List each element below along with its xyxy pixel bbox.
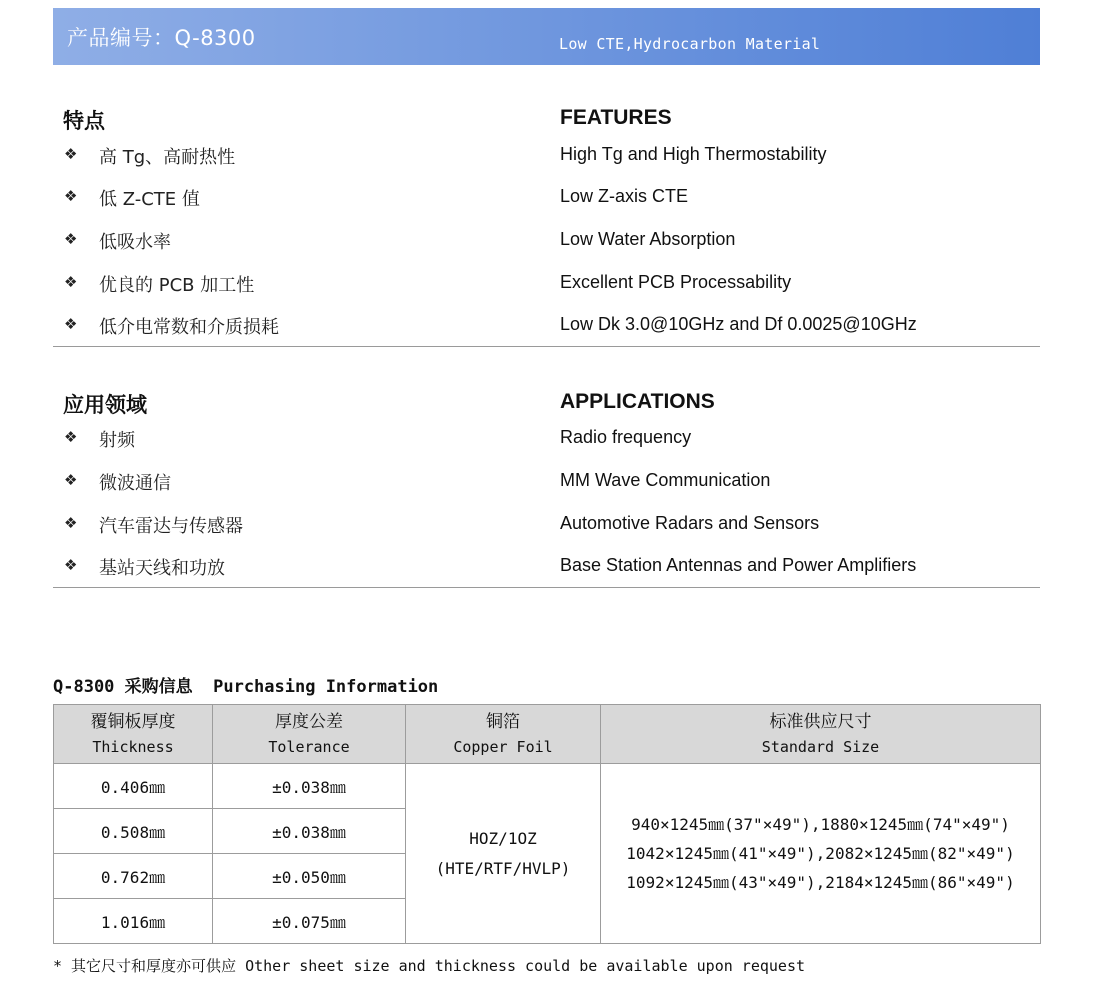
product-number-title: 产品编号：Q-8300 — [67, 26, 256, 50]
feature-item-cn: 低介电常数和介质损耗 — [99, 317, 279, 338]
application-item-cn: 基站天线和功放 — [99, 558, 225, 579]
features-heading-cn: 特点 — [63, 109, 105, 133]
tolerance-cell: ±0.038㎜ — [213, 764, 406, 809]
tolerance-cell: ±0.038㎜ — [213, 809, 406, 854]
application-item-cn: 微波通信 — [99, 473, 171, 494]
copper-foil-types: (HTE/RTF/HVLP) — [435, 858, 571, 878]
footnote: * 其它尺寸和厚度亦可供应 Other sheet size and thickness could be available upon request — [53, 957, 806, 975]
applications-heading-cn: 应用领域 — [63, 393, 147, 417]
purchasing-title: Q-8300 采购信息 Purchasing Information — [53, 677, 439, 697]
column-label-en: Tolerance — [268, 738, 350, 756]
application-item-en: MM Wave Communication — [560, 470, 771, 490]
feature-item-en: Excellent PCB Processability — [560, 272, 792, 292]
table-row — [54, 764, 1041, 809]
tolerance-cell: ±0.075㎜ — [213, 899, 406, 944]
feature-item-cn: 低 Z-CTE 值 — [99, 189, 200, 210]
application-item-cn: 汽车雷达与传感器 — [99, 516, 243, 537]
tolerance-cell: ±0.050㎜ — [213, 854, 406, 899]
application-item-cn: 射频 — [99, 430, 135, 451]
title-banner — [53, 8, 1040, 65]
bullet-icon: ❖ — [64, 428, 78, 446]
feature-item-cn: 高 Tg、高耐热性 — [99, 147, 236, 168]
thickness-cell: 1.016㎜ — [54, 899, 213, 944]
feature-item-cn: 优良的 PCB 加工性 — [99, 275, 255, 296]
bullet-icon: ❖ — [64, 145, 78, 163]
column-header-tolerance — [213, 705, 406, 764]
column-label-en: Standard Size — [761, 738, 880, 756]
copper-foil-cell — [406, 764, 601, 944]
features-heading-en: FEATURES — [560, 106, 672, 129]
application-item-en: Automotive Radars and Sensors — [560, 513, 820, 533]
section-divider — [53, 346, 1040, 347]
column-label-cn: 铜箔 — [486, 712, 520, 732]
product-subtitle: Low CTE,Hydrocarbon Material — [559, 35, 821, 53]
bullet-icon: ❖ — [64, 273, 78, 291]
bullet-icon: ❖ — [64, 187, 78, 205]
standard-size-line: 940×1245㎜(37"×49"),1880×1245㎜(74"×49") — [631, 815, 1010, 834]
bullet-icon: ❖ — [64, 556, 78, 574]
standard-size-cell — [601, 764, 1041, 944]
applications-heading-en: APPLICATIONS — [560, 390, 715, 413]
feature-item-en: Low Z-axis CTE — [560, 186, 689, 206]
feature-item-en: Low Water Absorption — [560, 229, 736, 249]
application-item-en: Base Station Antennas and Power Amplifiers — [560, 555, 917, 575]
application-item-en: Radio frequency — [560, 427, 692, 447]
column-header-copper-foil — [406, 705, 601, 764]
bullet-icon: ❖ — [64, 230, 78, 248]
thickness-cell: 0.508㎜ — [54, 809, 213, 854]
purchasing-table — [53, 704, 1041, 944]
feature-item-en: High Tg and High Thermostability — [560, 144, 827, 164]
feature-item-en: Low Dk 3.0@10GHz and Df 0.0025@10GHz — [560, 314, 917, 334]
thickness-cell: 0.762㎜ — [54, 854, 213, 899]
bullet-icon: ❖ — [64, 315, 78, 333]
column-header-standard-size — [601, 705, 1041, 764]
column-label-cn: 标准供应尺寸 — [769, 712, 872, 732]
column-label-cn: 覆铜板厚度 — [90, 712, 176, 732]
standard-size-line: 1042×1245㎜(41"×49"),2082×1245㎜(82"×49") — [626, 844, 1015, 863]
section-divider — [53, 587, 1040, 588]
standard-size-line: 1092×1245㎜(43"×49"),2184×1245㎜(86"×49") — [626, 873, 1015, 892]
column-label-cn: 厚度公差 — [275, 712, 343, 732]
table-header-row — [54, 705, 1041, 764]
bullet-icon: ❖ — [64, 471, 78, 489]
copper-foil-weight: HOZ/1OZ — [469, 828, 537, 848]
bullet-icon: ❖ — [64, 514, 78, 532]
column-label-en: Copper Foil — [453, 738, 553, 756]
thickness-cell: 0.406㎜ — [54, 764, 213, 809]
column-header-thickness — [54, 705, 213, 764]
feature-item-cn: 低吸水率 — [99, 232, 171, 253]
column-label-en: Thickness — [92, 738, 174, 756]
